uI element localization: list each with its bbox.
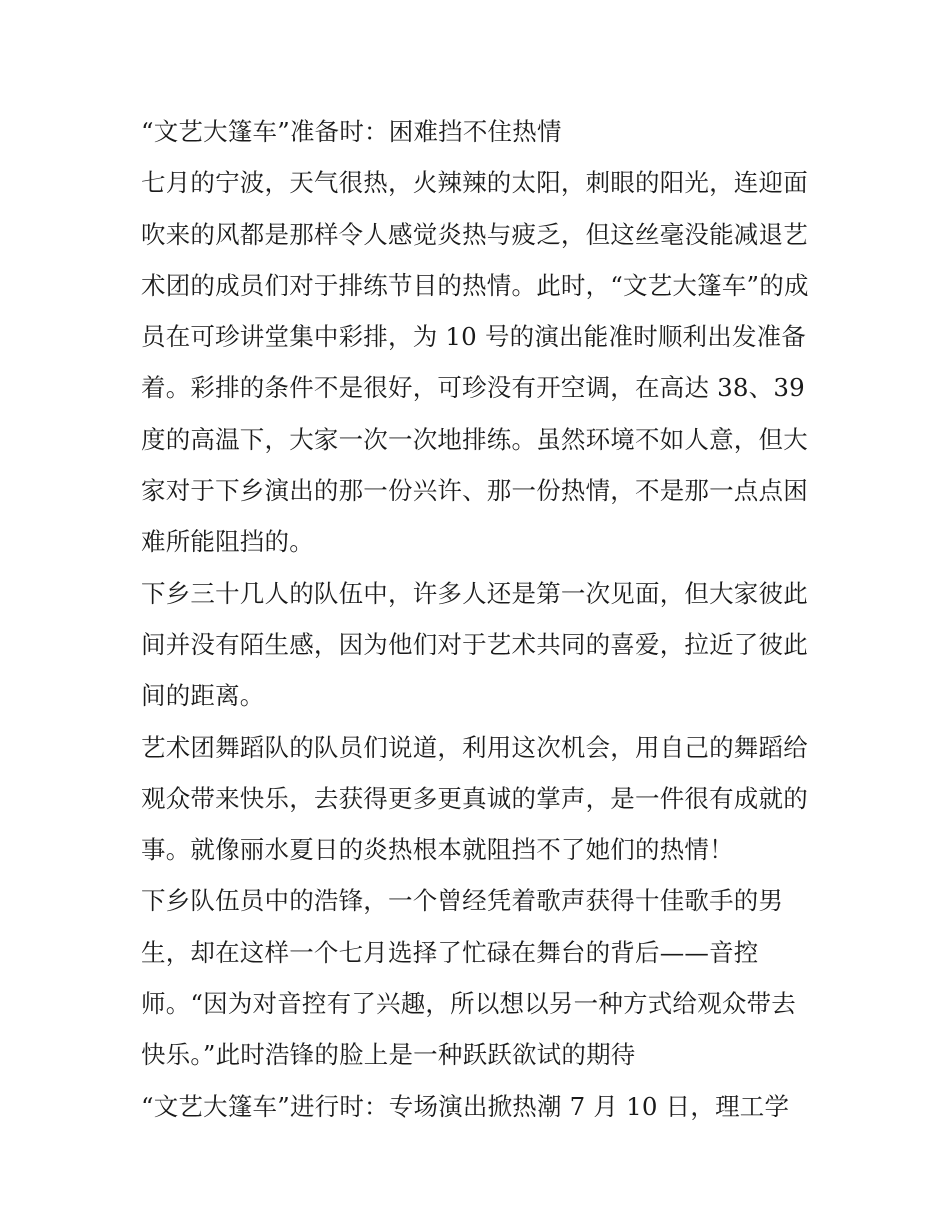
text-line: 员在可珍讲堂集中彩排，为 10 号的演出能准时顺利出发准备 <box>141 322 807 352</box>
text-line: 度的高温下，大家一次一次地排练。虽然环境不如人意，但大 <box>141 424 808 454</box>
text-line: 七月的宁波，天气很热，火辣辣的太阳，刺眼的阳光，连迎面 <box>141 168 808 198</box>
heading-in-progress: “文艺大篷车”进行时：专场演出掀热潮 7 月 10 日，理工学 <box>141 1091 790 1121</box>
text-line: 着。彩排的条件不是很好，可珍没有开空调，在高达 38、39 <box>141 373 805 403</box>
text-line: 术团的成员们对于排练节目的热情。此时，“文艺大篷车”的成 <box>141 270 809 300</box>
text-line: 吹来的风都是那样令人感觉炎热与疲乏，但这丝毫没能减退艺 <box>141 219 808 249</box>
text-line: 间的距离。 <box>141 681 265 711</box>
text-line: 家对于下乡演出的那一份兴许、那一份热情，不是那一点点困 <box>141 476 808 506</box>
text-line: 艺术团舞蹈队的队员们说道，利用这次机会，用自己的舞蹈给 <box>141 732 808 762</box>
document-body <box>141 113 821 1139</box>
text-line: 生，却在这样一个七月选择了忙碌在舞台的背后——音控 <box>141 937 759 967</box>
text-line: 间并没有陌生感，因为他们对于艺术共同的喜爱，拉近了彼此 <box>141 629 808 659</box>
text-line: 快乐。”此时浩锋的脸上是一种跃跃欲试的期待 <box>141 1040 636 1070</box>
text-line: 难所能阻挡的。 <box>141 527 314 557</box>
text-line: 观众带来快乐，去获得更多更真诚的掌声，是一件很有成就的 <box>141 783 808 813</box>
heading-preparation: “文艺大篷车”准备时：困难挡不住热情 <box>141 117 562 146</box>
text-line: 事。就像丽水夏日的炎热根本就阻挡不了她们的热情！ <box>141 835 734 865</box>
text-line: 下乡三十几人的队伍中，许多人还是第一次见面，但大家彼此 <box>141 578 808 608</box>
text-line: 师。“因为对音控有了兴趣，所以想以另一种方式给观众带去 <box>141 989 796 1019</box>
text-line: 下乡队伍员中的浩锋，一个曾经凭着歌声获得十佳歌手的男 <box>141 886 784 916</box>
